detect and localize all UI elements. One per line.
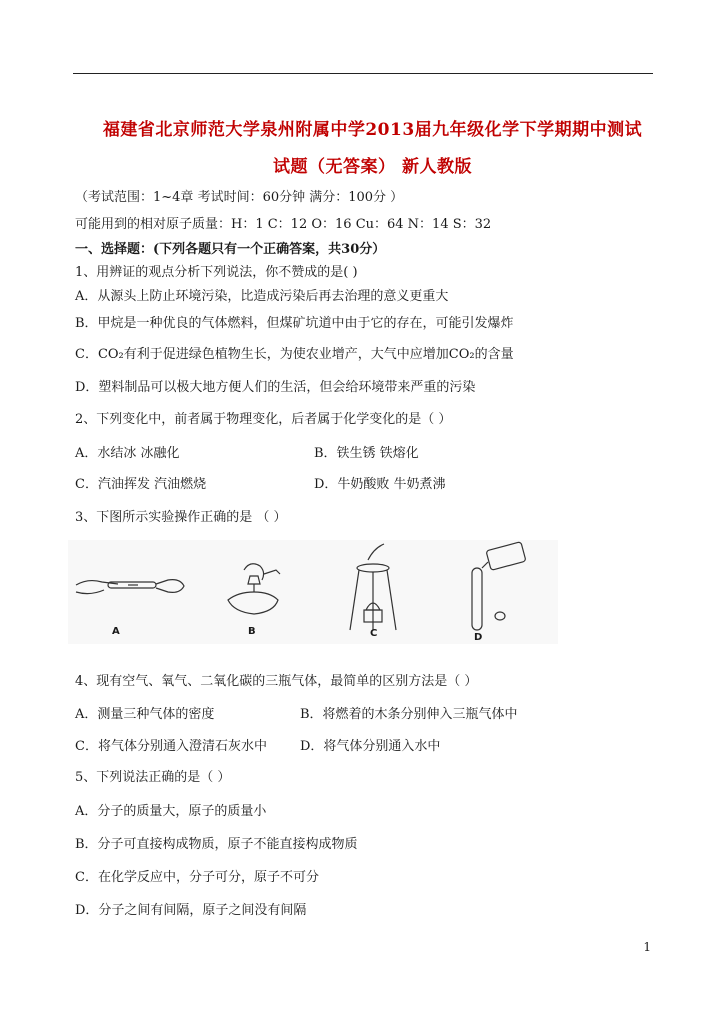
question-2-option-c: C．汽油挥发 汽油燃烧 [75, 477, 207, 492]
question-1-option-a: A．从源头上防止环境污染，比造成污染后再去治理的意义更重大 [75, 289, 449, 304]
document-title-line1: 福建省北京师范大学泉州附属中学2013届九年级化学下学期期中测试 [102, 120, 643, 140]
question-5-option-c: C．在化学反应中，分子可分，原子不可分 [75, 870, 319, 885]
figure-label-c: C [370, 628, 378, 639]
question-3-stem: 3、下图所示实验操作正确的是 （ ） [75, 510, 287, 525]
question-5-option-a: A．分子的质量大，原子的质量小 [75, 804, 267, 819]
figure-a-test-tube [76, 580, 184, 594]
figure-label-d: D [474, 632, 483, 643]
question-2-stem: 2、下列变化中，前者属于物理变化，后者属于化学变化的是（ ） [75, 412, 452, 427]
question-1-option-d: D．塑料制品可以极大地方便人们的生活，但会给环境带来严重的污染 [75, 380, 476, 395]
figure-label-b: B [248, 626, 256, 637]
question-1-option-c: C．CO₂有利于促进绿色植物生长，为使农业增产，大气中应增加CO₂的含量 [75, 347, 514, 362]
page-number: 1 [643, 940, 651, 954]
question-2-option-b: B．铁生锈 铁熔化 [314, 446, 419, 461]
lab-operations-diagram [68, 540, 558, 644]
question-2-option-d: D．牛奶酸败 牛奶煮沸 [314, 477, 446, 492]
section-heading: 一、选择题：(下列各题只有一个正确答案，共30分） [75, 242, 386, 257]
figure-b-alcohol-lamp [228, 564, 280, 614]
question-4-option-a: A．测量三种气体的密度 [75, 707, 215, 722]
question-4-option-b: B．将燃着的木条分别伸入三瓶气体中 [300, 707, 518, 722]
question-1-option-b: B．甲烷是一种优良的气体燃料，但煤矿坑道中由于它的存在，可能引发爆炸 [75, 316, 514, 331]
question-5-option-d: D．分子之间有间隔，原子之间没有间隔 [75, 903, 307, 918]
figure-c-tripod-heating [350, 544, 396, 630]
question-1-stem: 1、用辨证的观点分析下列说法，你不赞成的是( ) [75, 265, 358, 280]
question-2-option-a: A．水结冰 冰融化 [75, 446, 180, 461]
lab-operations-figure [68, 540, 558, 644]
question-4-stem: 4、现有空气、氧气、二氧化碳的三瓶气体，最简单的区别方法是（ ） [75, 674, 478, 689]
question-5-option-b: B．分子可直接构成物质，原子不能直接构成物质 [75, 837, 358, 852]
header-rule [73, 73, 653, 74]
figure-d-pouring [472, 542, 526, 630]
document-title-line2: 试题（无答案） 新人教版 [273, 157, 472, 177]
exam-info: （考试范围：1~4章 考试时间：60分钟 满分：100分 ） [75, 190, 404, 205]
figure-label-a: A [112, 626, 120, 637]
atomic-mass-info: 可能用到的相对原子质量：H：1 C：12 O：16 Cu：64 N：14 S：32 [75, 217, 492, 232]
question-5-stem: 5、下列说法正确的是（ ） [75, 770, 231, 785]
question-4-option-d: D．将气体分别通入水中 [300, 739, 441, 754]
question-4-option-c: C．将气体分别通入澄清石灰水中 [75, 739, 267, 754]
